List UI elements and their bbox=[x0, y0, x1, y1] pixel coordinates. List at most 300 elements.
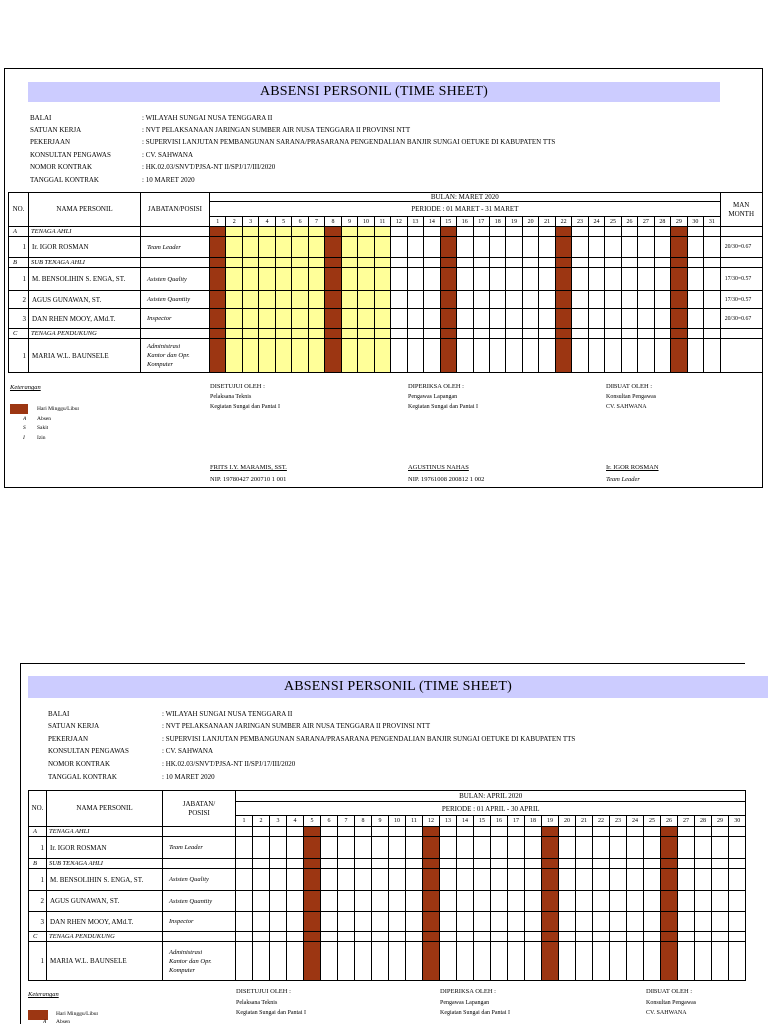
man-month-blank bbox=[720, 258, 762, 268]
day-number: 13 bbox=[407, 217, 423, 227]
attendance-cell bbox=[525, 859, 542, 869]
attendance-cell bbox=[424, 237, 440, 258]
present-cell bbox=[259, 227, 275, 237]
day-number: 24 bbox=[627, 816, 644, 827]
attendance-cell bbox=[287, 869, 304, 891]
holiday-cell bbox=[671, 309, 687, 329]
section-code: A bbox=[9, 227, 29, 237]
present-cell bbox=[308, 237, 324, 258]
day-number: 21 bbox=[539, 217, 555, 227]
section-code: C bbox=[29, 932, 47, 942]
attendance-cell bbox=[644, 859, 661, 869]
legend-label: Sakit bbox=[37, 425, 49, 431]
day-number: 12 bbox=[391, 217, 407, 227]
attendance-cell bbox=[539, 339, 555, 373]
present-cell bbox=[242, 339, 258, 373]
attendance-cell bbox=[593, 891, 610, 912]
present-cell bbox=[358, 268, 374, 291]
attendance-cell bbox=[559, 837, 576, 859]
attendance-cell bbox=[576, 869, 593, 891]
attendance-cell bbox=[525, 891, 542, 912]
info-label: TANGGAL KONTRAK bbox=[30, 175, 99, 184]
holiday-cell bbox=[661, 891, 678, 912]
attendance-cell bbox=[593, 869, 610, 891]
attendance-cell bbox=[406, 869, 423, 891]
holiday-cell bbox=[555, 339, 571, 373]
attendance-cell bbox=[253, 932, 270, 942]
present-cell bbox=[292, 309, 308, 329]
day-number: 10 bbox=[358, 217, 374, 227]
attendance-cell bbox=[491, 912, 508, 932]
attendance-cell bbox=[473, 291, 489, 309]
info-value: : 10 MARET 2020 bbox=[162, 772, 215, 781]
approval-unit: Kegiatan Sungai dan Pantai I bbox=[236, 1010, 306, 1016]
personnel-position: Asisten Quality bbox=[163, 869, 236, 891]
attendance-cell bbox=[457, 891, 474, 912]
section-title: TENAGA PENDUKUNG bbox=[29, 329, 141, 339]
present-cell bbox=[226, 227, 242, 237]
info-value: : SUPERVISI LANJUTAN PEMBANGUNAN SARANA/PRASARANA PENGENDALIAN BANJIR SUNGAI OETUKE DI KABUPATEN TTS bbox=[142, 138, 556, 147]
attendance-cell bbox=[638, 268, 654, 291]
attendance-cell bbox=[270, 837, 287, 859]
present-cell bbox=[259, 291, 275, 309]
day-number: 26 bbox=[661, 816, 678, 827]
day-number: 18 bbox=[489, 217, 505, 227]
present-cell bbox=[275, 227, 291, 237]
attendance-cell bbox=[508, 932, 525, 942]
attendance-cell bbox=[491, 869, 508, 891]
attendance-cell bbox=[704, 268, 721, 291]
man-month-value: 17/30=0.57 bbox=[720, 268, 762, 291]
attendance-cell bbox=[440, 869, 457, 891]
attendance-cell bbox=[236, 932, 253, 942]
personnel-position: Asisten Quantity bbox=[163, 891, 236, 912]
attendance-cell bbox=[572, 339, 588, 373]
attendance-cell bbox=[638, 309, 654, 329]
attendance-cell bbox=[576, 942, 593, 981]
attendance-cell bbox=[627, 942, 644, 981]
attendance-cell bbox=[406, 837, 423, 859]
header-row-month bbox=[29, 791, 746, 802]
holiday-cell bbox=[555, 291, 571, 309]
day-number: 25 bbox=[644, 816, 661, 827]
present-cell bbox=[374, 227, 390, 237]
day-number: 29 bbox=[712, 816, 729, 827]
holiday-cell bbox=[440, 309, 456, 329]
attendance-cell bbox=[572, 268, 588, 291]
attendance-cell bbox=[508, 837, 525, 859]
attendance-cell bbox=[236, 827, 253, 837]
day-number: 15 bbox=[440, 217, 456, 227]
attendance-cell bbox=[729, 912, 746, 932]
attendance-cell bbox=[253, 912, 270, 932]
holiday-cell bbox=[542, 827, 559, 837]
attendance-cell bbox=[712, 827, 729, 837]
attendance-cell bbox=[605, 339, 621, 373]
attendance-cell bbox=[473, 237, 489, 258]
attendance-cell bbox=[508, 827, 525, 837]
holiday-cell bbox=[304, 827, 321, 837]
attendance-cell bbox=[253, 827, 270, 837]
legend-label: Absen bbox=[37, 416, 52, 422]
info-label: BALAI bbox=[30, 113, 52, 122]
attendance-cell bbox=[287, 942, 304, 981]
attendance-cell bbox=[287, 859, 304, 869]
month-label: BULAN: APRIL 2020 bbox=[236, 791, 746, 802]
present-cell bbox=[341, 339, 357, 373]
day-number: 5 bbox=[304, 816, 321, 827]
attendance-cell bbox=[440, 891, 457, 912]
personnel-no: 1 bbox=[29, 942, 47, 981]
attendance-cell bbox=[644, 869, 661, 891]
holiday-cell bbox=[210, 309, 226, 329]
attendance-cell bbox=[654, 329, 670, 339]
attendance-cell bbox=[712, 891, 729, 912]
present-cell bbox=[341, 291, 357, 309]
attendance-cell bbox=[687, 291, 703, 309]
attendance-cell bbox=[457, 942, 474, 981]
day-number: 16 bbox=[491, 816, 508, 827]
attendance-cell bbox=[424, 268, 440, 291]
holiday-cell bbox=[555, 258, 571, 268]
signatory-detail: Team Leader bbox=[606, 476, 640, 483]
present-cell bbox=[226, 268, 242, 291]
attendance-cell bbox=[407, 309, 423, 329]
attendance-cell bbox=[687, 268, 703, 291]
present-cell bbox=[292, 258, 308, 268]
legend-title: Keterangan bbox=[28, 991, 59, 998]
attendance-cell bbox=[638, 339, 654, 373]
attendance-cell bbox=[321, 912, 338, 932]
man-month-value: 20/30=0.67 bbox=[720, 237, 762, 258]
day-number: 27 bbox=[638, 217, 654, 227]
present-cell bbox=[226, 329, 242, 339]
day-number: 24 bbox=[588, 217, 604, 227]
approval-heading: DIPERIKSA OLEH : bbox=[440, 988, 496, 995]
personnel-name: Ir. IGOR ROSMAN bbox=[29, 237, 141, 258]
info-label: PEKERJAAN bbox=[30, 138, 71, 147]
attendance-cell bbox=[593, 827, 610, 837]
attendance-cell bbox=[621, 339, 637, 373]
attendance-table bbox=[8, 192, 763, 373]
present-cell bbox=[226, 258, 242, 268]
attendance-cell bbox=[338, 837, 355, 859]
attendance-cell bbox=[678, 859, 695, 869]
attendance-cell bbox=[474, 912, 491, 932]
personnel-row bbox=[9, 309, 763, 329]
present-cell bbox=[275, 329, 291, 339]
holiday-cell bbox=[555, 309, 571, 329]
attendance-cell bbox=[559, 942, 576, 981]
day-number: 25 bbox=[605, 217, 621, 227]
day-number: 31 bbox=[704, 217, 721, 227]
day-number: 7 bbox=[308, 217, 324, 227]
attendance-cell bbox=[638, 329, 654, 339]
attendance-cell bbox=[576, 827, 593, 837]
present-cell bbox=[275, 268, 291, 291]
approval-role: Konsultan Pengawas bbox=[606, 394, 657, 400]
present-cell bbox=[259, 329, 275, 339]
attendance-cell bbox=[638, 258, 654, 268]
attendance-cell bbox=[610, 912, 627, 932]
attendance-cell bbox=[236, 837, 253, 859]
attendance-cell bbox=[525, 942, 542, 981]
attendance-cell bbox=[576, 837, 593, 859]
holiday-cell bbox=[440, 227, 456, 237]
info-value: : NVT PELAKSANAAN JARINGAN SUMBER AIR NUSA TENGGARA II PROVINSI NTT bbox=[162, 722, 431, 731]
attendance-cell bbox=[372, 891, 389, 912]
signatory-name: AGUSTINUS NAHAS bbox=[408, 464, 469, 471]
attendance-cell bbox=[621, 309, 637, 329]
sheet-top-border bbox=[20, 663, 745, 664]
attendance-cell bbox=[321, 891, 338, 912]
man-month-blank bbox=[720, 339, 762, 373]
info-value: : CV. SAHWANA bbox=[142, 150, 194, 159]
holiday-cell bbox=[210, 227, 226, 237]
man-month-value: 20/30=0.67 bbox=[720, 309, 762, 329]
holiday-cell bbox=[325, 237, 341, 258]
attendance-cell bbox=[391, 339, 407, 373]
day-number: 23 bbox=[610, 816, 627, 827]
day-number: 19 bbox=[542, 816, 559, 827]
attendance-cell bbox=[372, 869, 389, 891]
attendance-cell bbox=[474, 932, 491, 942]
attendance-cell bbox=[391, 227, 407, 237]
attendance-cell bbox=[474, 837, 491, 859]
attendance-cell bbox=[522, 339, 538, 373]
attendance-cell bbox=[406, 859, 423, 869]
attendance-cell bbox=[355, 827, 372, 837]
legend-label: Hari Minggu/Libur bbox=[37, 406, 80, 412]
attendance-cell bbox=[389, 891, 406, 912]
personnel-name: Ir. IGOR ROSMAN bbox=[47, 837, 163, 859]
attendance-cell bbox=[372, 859, 389, 869]
present-cell bbox=[358, 329, 374, 339]
info-label: KONSULTAN PENGAWAS bbox=[48, 747, 129, 756]
present-cell bbox=[374, 339, 390, 373]
personnel-position: Administrasi Kantor dan Opr. Komputer bbox=[163, 942, 236, 981]
attendance-cell bbox=[638, 237, 654, 258]
holiday-cell bbox=[325, 329, 341, 339]
present-cell bbox=[341, 227, 357, 237]
attendance-cell bbox=[440, 859, 457, 869]
attendance-cell bbox=[287, 932, 304, 942]
attendance-cell bbox=[695, 837, 712, 859]
section-row bbox=[9, 258, 763, 268]
attendance-cell bbox=[253, 859, 270, 869]
attendance-cell bbox=[539, 258, 555, 268]
personnel-name: AGUS GUNAWAN, ST. bbox=[47, 891, 163, 912]
holiday-cell bbox=[423, 912, 440, 932]
present-cell bbox=[259, 339, 275, 373]
holiday-cell bbox=[671, 291, 687, 309]
holiday-cell bbox=[325, 339, 341, 373]
attendance-cell bbox=[704, 309, 721, 329]
approval-heading: DIBUAT OLEH : bbox=[646, 988, 693, 995]
attendance-cell bbox=[525, 827, 542, 837]
attendance-cell bbox=[695, 859, 712, 869]
attendance-cell bbox=[678, 891, 695, 912]
man-month-header: MAN MONTH bbox=[720, 193, 762, 227]
legend-code: A bbox=[23, 416, 27, 422]
attendance-cell bbox=[321, 827, 338, 837]
holiday-cell bbox=[325, 227, 341, 237]
attendance-cell bbox=[572, 258, 588, 268]
attendance-cell bbox=[588, 291, 604, 309]
personnel-position: Administrasi Kantor dan Opr. Komputer bbox=[141, 339, 210, 373]
attendance-cell bbox=[270, 827, 287, 837]
attendance-cell bbox=[695, 891, 712, 912]
attendance-cell bbox=[644, 891, 661, 912]
attendance-cell bbox=[605, 268, 621, 291]
header-row-month bbox=[9, 193, 763, 202]
attendance-cell bbox=[588, 309, 604, 329]
attendance-cell bbox=[627, 827, 644, 837]
attendance-cell bbox=[270, 912, 287, 932]
attendance-cell bbox=[355, 942, 372, 981]
day-number: 6 bbox=[321, 816, 338, 827]
attendance-cell bbox=[236, 891, 253, 912]
attendance-cell bbox=[559, 891, 576, 912]
section-row bbox=[29, 827, 746, 837]
attendance-cell bbox=[508, 891, 525, 912]
attendance-cell bbox=[473, 258, 489, 268]
attendance-cell bbox=[559, 932, 576, 942]
present-cell bbox=[358, 258, 374, 268]
holiday-cell bbox=[542, 837, 559, 859]
attendance-cell bbox=[287, 837, 304, 859]
attendance-cell bbox=[627, 891, 644, 912]
attendance-cell bbox=[729, 827, 746, 837]
name-header: NAMA PERSONIL bbox=[29, 193, 141, 227]
day-number: 10 bbox=[389, 816, 406, 827]
attendance-cell bbox=[638, 291, 654, 309]
attendance-cell bbox=[338, 891, 355, 912]
holiday-cell bbox=[440, 329, 456, 339]
attendance-cell bbox=[236, 859, 253, 869]
personnel-no: 3 bbox=[9, 309, 29, 329]
legend-code: I bbox=[23, 435, 25, 441]
present-cell bbox=[358, 291, 374, 309]
section-code: C bbox=[9, 329, 29, 339]
attendance-cell bbox=[407, 268, 423, 291]
attendance-cell bbox=[407, 339, 423, 373]
attendance-cell bbox=[654, 227, 670, 237]
holiday-swatch bbox=[10, 404, 28, 414]
attendance-cell bbox=[253, 891, 270, 912]
attendance-cell bbox=[338, 932, 355, 942]
holiday-cell bbox=[542, 891, 559, 912]
attendance-cell bbox=[236, 942, 253, 981]
attendance-cell bbox=[678, 827, 695, 837]
attendance-cell bbox=[424, 309, 440, 329]
approval-heading: DISETUJUI OLEH : bbox=[210, 383, 265, 390]
attendance-cell bbox=[372, 942, 389, 981]
attendance-cell bbox=[572, 291, 588, 309]
present-cell bbox=[374, 291, 390, 309]
attendance-cell bbox=[539, 309, 555, 329]
day-number: 3 bbox=[242, 217, 258, 227]
day-number: 28 bbox=[654, 217, 670, 227]
attendance-cell bbox=[525, 912, 542, 932]
attendance-cell bbox=[678, 869, 695, 891]
day-number: 2 bbox=[226, 217, 242, 227]
attendance-cell bbox=[654, 309, 670, 329]
holiday-cell bbox=[423, 891, 440, 912]
present-cell bbox=[308, 309, 324, 329]
attendance-cell bbox=[506, 237, 522, 258]
attendance-cell bbox=[522, 291, 538, 309]
attendance-cell bbox=[588, 258, 604, 268]
approval-role: Pelaksana Teknis bbox=[210, 394, 252, 400]
attendance-cell bbox=[489, 339, 505, 373]
present-cell bbox=[242, 237, 258, 258]
attendance-cell bbox=[372, 932, 389, 942]
attendance-cell bbox=[338, 827, 355, 837]
period-label: PERIODE : 01 APRIL - 30 APRIL bbox=[236, 802, 746, 816]
section-position-blank bbox=[163, 827, 236, 837]
attendance-cell bbox=[355, 869, 372, 891]
info-label: SATUAN KERJA bbox=[48, 722, 100, 731]
attendance-cell bbox=[389, 942, 406, 981]
attendance-cell bbox=[236, 869, 253, 891]
section-row bbox=[9, 329, 763, 339]
attendance-cell bbox=[621, 258, 637, 268]
attendance-cell bbox=[407, 329, 423, 339]
attendance-cell bbox=[391, 329, 407, 339]
present-cell bbox=[292, 339, 308, 373]
attendance-cell bbox=[654, 258, 670, 268]
personnel-position: Team Leader bbox=[163, 837, 236, 859]
attendance-cell bbox=[593, 912, 610, 932]
attendance-cell bbox=[253, 869, 270, 891]
present-cell bbox=[308, 329, 324, 339]
attendance-cell bbox=[457, 912, 474, 932]
attendance-cell bbox=[695, 912, 712, 932]
approval-unit: Kegiatan Sungai dan Pantai I bbox=[210, 404, 280, 410]
attendance-cell bbox=[424, 329, 440, 339]
attendance-cell bbox=[474, 869, 491, 891]
attendance-cell bbox=[644, 827, 661, 837]
attendance-cell bbox=[491, 932, 508, 942]
attendance-cell bbox=[372, 837, 389, 859]
holiday-cell bbox=[555, 329, 571, 339]
present-cell bbox=[292, 268, 308, 291]
section-code: A bbox=[29, 827, 47, 837]
approval-heading: DIPERIKSA OLEH : bbox=[408, 383, 464, 390]
attendance-cell bbox=[473, 309, 489, 329]
attendance-cell bbox=[712, 869, 729, 891]
present-cell bbox=[374, 237, 390, 258]
personnel-row bbox=[9, 268, 763, 291]
attendance-cell bbox=[678, 932, 695, 942]
attendance-cell bbox=[627, 912, 644, 932]
section-position-blank bbox=[163, 859, 236, 869]
holiday-cell bbox=[440, 268, 456, 291]
holiday-cell bbox=[661, 837, 678, 859]
name-header: NAMA PERSONIL bbox=[47, 791, 163, 827]
attendance-cell bbox=[610, 869, 627, 891]
info-value: : NVT PELAKSANAAN JARINGAN SUMBER AIR NUSA TENGGARA II PROVINSI NTT bbox=[142, 125, 411, 134]
attendance-cell bbox=[704, 258, 721, 268]
approval-heading: DISETUJUI OLEH : bbox=[236, 988, 291, 995]
info-label: KONSULTAN PENGAWAS bbox=[30, 150, 111, 159]
present-cell bbox=[259, 237, 275, 258]
holiday-cell bbox=[210, 329, 226, 339]
holiday-cell bbox=[325, 291, 341, 309]
info-value: : SUPERVISI LANJUTAN PEMBANGUNAN SARANA/PRASARANA PENGENDALIAN BANJIR SUNGAI OETUKE DI KABUPATEN TTS bbox=[162, 734, 576, 743]
holiday-cell bbox=[325, 258, 341, 268]
